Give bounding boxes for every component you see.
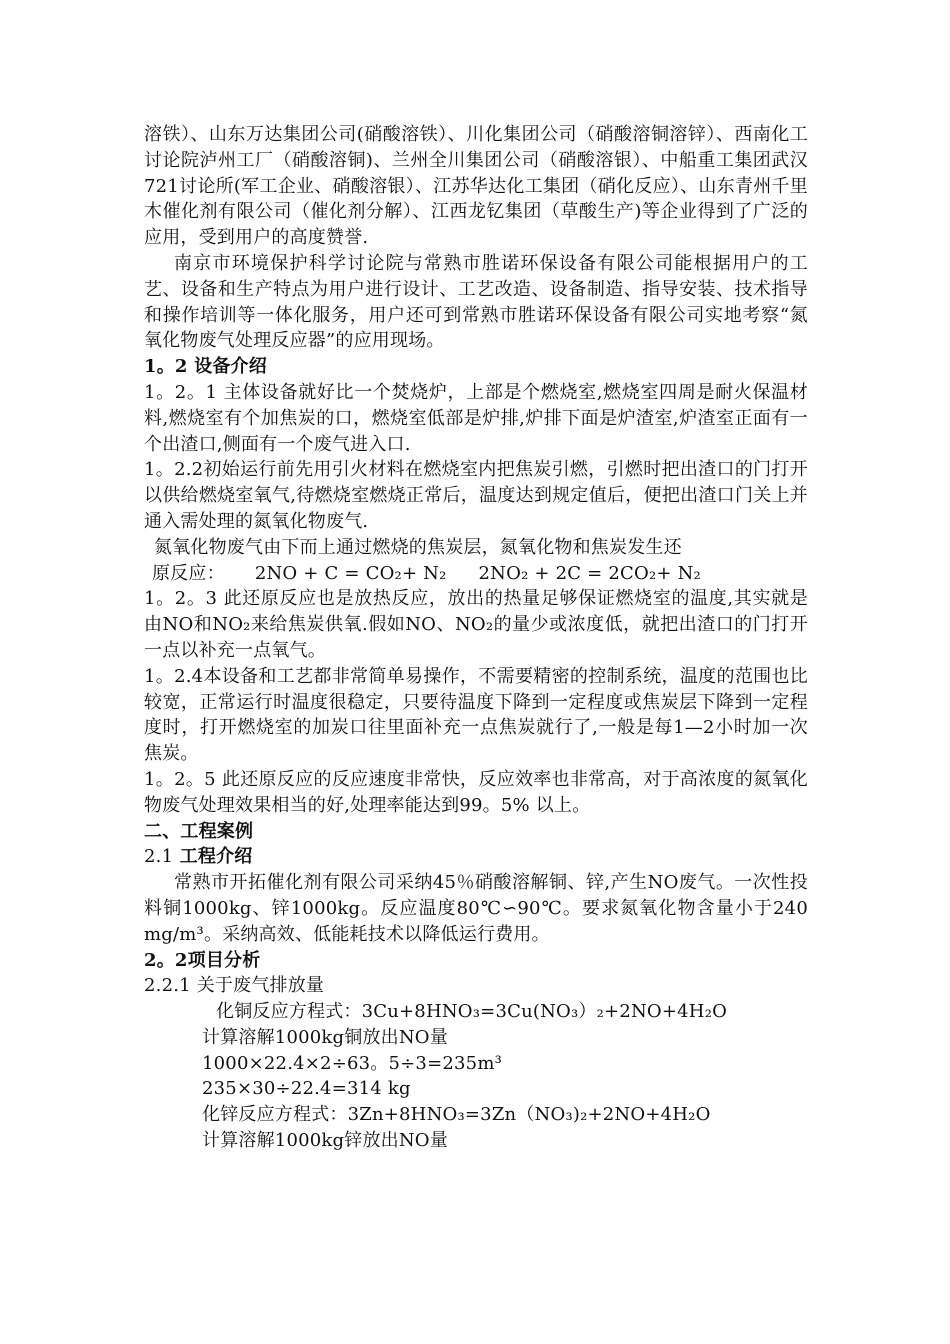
paragraph-1-2-4: 1。2.4本设备和工艺都非常简单易操作，不需要精密的控制系统，温度的范围也比较宽，正常运行时温度很稳定，只要待温度下降到一定程度或焦炭层下降到一定程度时，打开燃烧室的加炭口往里面补充一点焦炭就行了,一般是每1—2小时加一次焦炭。 <box>144 665 808 765</box>
section-2-heading: 二、工程案例 <box>144 820 254 842</box>
paragraph-1-2-3: 1。2。3 此还原反应也是放热反应，放出的热量足够保证燃烧室的温度,其实就是由NO和NO₂来给焦炭供氧.假如NO、NO₂的量少或浓度低，就把出渣口的门打开一点以补充一点氧气。 <box>144 588 808 661</box>
reaction-equation-2: 2NO₂ + 2C = 2CO₂+ N₂ <box>478 562 701 584</box>
copper-equation: 化铜反应方程式：3Cu+8HNO₃=3Cu(NO₃）₂+2NO+4H₂O <box>216 1001 728 1023</box>
section-2-1-heading <box>144 844 808 870</box>
intro-paragraph: 溶铁）、山东万达集团公司(硝酸溶铁）、川化集团公司（硝酸溶铜溶锌）、西南化工讨论院泸州工厂（硝酸溶铜)、兰州全川集团公司（硝酸溶银）、中船重工集团武汉721讨论所(军工企业、硝酸溶银）、江苏华达化工集团（硝化反应）、山东青州千里木催化剂有限公司（催化剂分解）、江西龙钇集团（草酸生产)等企业得到了广泛的应用，受到用户的高度赞誉. <box>144 124 808 249</box>
section-2-2-heading: 2。2项目分析 <box>144 949 261 971</box>
paragraph-1-2-1: 1。2。1 主体设备就好比一个焚烧炉，上部是个燃烧室,燃烧室四周是耐火保温材料,燃烧室有个加焦炭的口，燃烧室低部是炉排,炉排下面是炉渣室,炉渣室正面有一个出渣口,侧面有一个废气进入口. <box>144 381 808 455</box>
copper-calc-1: 1000×22.4×2÷63。5÷3=235m³ <box>202 1052 502 1074</box>
section-2-1-number: 2.1 <box>144 846 174 868</box>
reaction-description-line: 氮氧化物废气由下而上通过燃烧的焦炭层，氮氧化物和焦炭发生还 <box>154 536 682 558</box>
section-1-2-heading: 1。2 设备介绍 <box>144 356 267 378</box>
reaction-equations-line <box>144 561 808 587</box>
document-body <box>144 122 808 1154</box>
reaction-equation-1: 2NO + C = CO₂+ N₂ <box>254 562 447 584</box>
section-2-1-title: 工程介绍 <box>179 846 253 868</box>
paragraph-2-1: 常熟市开拓催化剂有限公司采纳45％硝酸溶解铜、锌,产生NO废气。一次性投料铜1000kg、锌1000kg。反应温度80℃∽90℃。要求氮氧化物含量小于240 mg/m³。采纳高效、低能耗技术以降低运行费用。 <box>144 872 808 945</box>
zinc-equation: 化锌反应方程式：3Zn+8HNO₃=3Zn（NO₃)₂+2NO+4H₂O <box>202 1104 711 1126</box>
paragraph-1-2-2: 1。2.2初始运行前先用引火材料在燃烧室内把焦炭引燃，引燃时把出渣口的门打开以供给燃烧室氧气,待燃烧室燃烧正常后，温度达到规定值后，便把出渣口门关上并通入需处理的氮氧化物废气. <box>144 459 808 532</box>
section-2-2-1-heading: 2.2.1 关于废气排放量 <box>144 975 325 997</box>
service-paragraph: 南京市环境保护科学讨论院与常熟市胜诺环保设备有限公司能根据用户的工艺、设备和生产特点为用户进行设计、工艺改造、设备制造、指导安装、技术指导和操作培训等一体化服务，用户还可到常熟市胜诺环保设备有限公司实地考察“氮氧化物废气处理反应器”的应用现场。 <box>144 252 808 352</box>
zinc-calc-title: 计算溶解1000kg锌放出NO量 <box>202 1130 448 1152</box>
paragraph-1-2-5: 1。2。5 此还原反应的反应速度非常快，反应效率也非常高，对于高浓度的氮氧化物废气处理效果相当的好,处理率能达到99。5% 以上。 <box>144 768 808 816</box>
copper-calc-2: 235×30÷22.4=314 kg <box>202 1078 411 1100</box>
copper-calc-title: 计算溶解1000kg铜放出NO量 <box>202 1026 448 1048</box>
reaction-prefix: 原反应： <box>152 562 225 584</box>
